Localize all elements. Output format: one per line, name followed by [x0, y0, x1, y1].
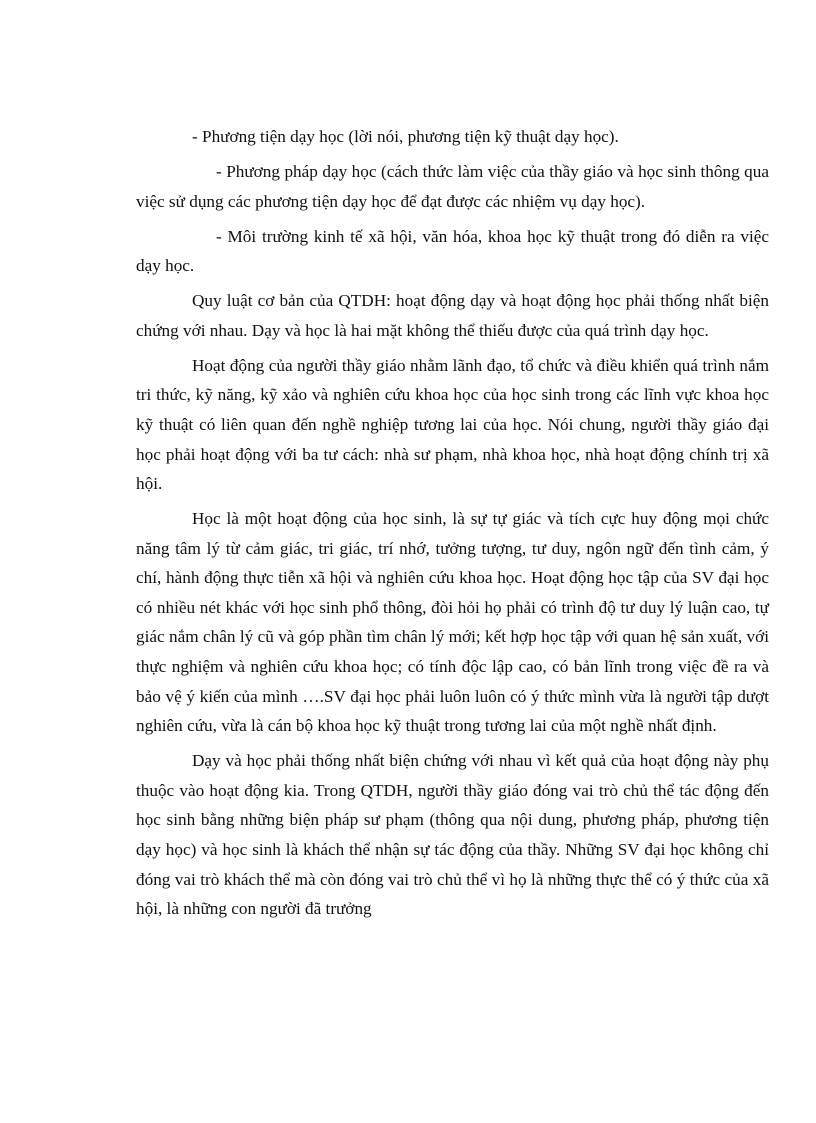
- paragraph-teacher-activity: Hoạt động của người thầy giáo nhằm lãnh đạo, tổ chức và điều khiển quá trình nắm tri thức, kỹ năng, kỹ xảo và nghiên cứu khoa học của học sinh trong các lĩnh vực khoa học kỹ thuật có liên quan đến nghề nghiệp tương lai của học. Nói chung, người thầy giáo đại học phải hoạt động với ba tư cách: nhà sư phạm, nhà khoa học, nhà hoạt động chính trị xã hội.: [136, 355, 769, 494]
- document-body: [136, 122, 769, 924]
- paragraph-basic-law: Quy luật cơ bản của QTDH: hoạt động dạy và hoạt động học phải thống nhất biện chứng với nhau. Dạy và học là hai mặt không thể thiếu được của quá trình dạy học.: [136, 291, 769, 340]
- paragraph-teaching-learning-unity: Dạy và học phải thống nhất biện chứng với nhau vì kết quả của hoạt động này phụ thuộc vào hoạt động kia. Trong QTDH, người thầy giáo đóng vai trò chủ thể tác động đến học sinh bằng những biện pháp sư phạm (thông qua nội dung, phương pháp, phương tiện dạy học) và học sinh là khách thể nhận sự tác động của thầy. Những SV đại học không chỉ đóng vai trò khách thể mà còn đóng vai trò chủ thể vì họ là những thực thể có ý thức của xã hội, là những con người đã trưởng: [136, 751, 769, 919]
- paragraph-learning-activity: Học là một hoạt động của học sinh, là sự tự giác và tích cực huy động mọi chức năng tâm lý từ cảm giác, tri giác, trí nhớ, tưởng tượng, tư duy, ngôn ngữ đến tình cảm, ý chí, hành động thực tiễn xã hội và nghiên cứu khoa học. Hoạt động học tập của SV đại học có nhiều nét khác với học sinh phổ thông, đòi hỏi họ phải có trình độ tư duy lý luận cao, tự giác nắm chân lý cũ và góp phần tìm chân lý mới; kết hợp học tập với quan hệ sản xuất, với thực nghiệm và nghiên cứu khoa học; có tính độc lập cao, có bản lĩnh trong việc đề ra và bảo vệ ý kiến của mình ….SV đại học phải luôn luôn có ý thức mình vừa là người tập dượt nghiên cứu, vừa là cán bộ khoa học kỹ thuật trong tương lai của một nghề nhất định.: [136, 509, 769, 736]
- paragraph-teaching-means: - Phương tiện dạy học (lời nói, phương tiện kỹ thuật dạy học).: [192, 127, 619, 146]
- paragraph-teaching-methods: - Phương pháp dạy học (cách thức làm việc của thầy giáo và học sinh thông qua việc sử dụng các phương tiện dạy học để đạt được các nhiệm vụ dạy học).: [136, 161, 769, 211]
- paragraph-environment: - Môi trường kinh tế xã hội, văn hóa, khoa học kỹ thuật trong đó diễn ra việc dạy học.: [136, 226, 769, 276]
